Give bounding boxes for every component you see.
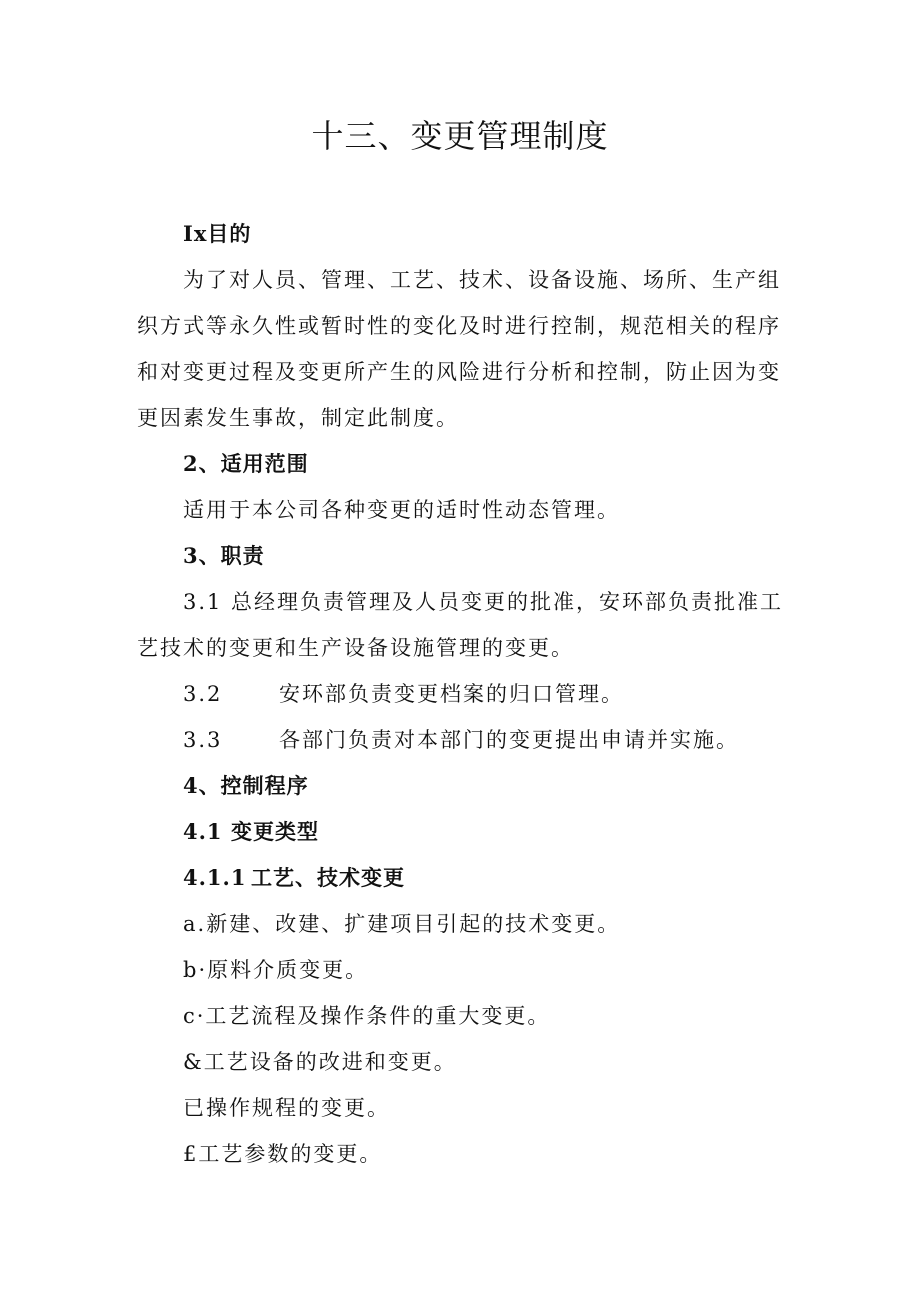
list-item: b·原料介质变更。 [183,958,369,982]
paragraph-line: 织方式等永久性或暂时性的变化及时进行控制，规范相关的程序 [137,314,781,338]
subsection-number: 4.1.1 [183,865,247,890]
section-1-heading: Ix目的 [183,221,252,246]
page-title: 十三、变更管理制度 [311,117,609,155]
clause-text: 各部门负责对本部门的变更提出申请并实施。 [279,728,739,752]
list-item: 已操作规程的变更。 [183,1096,390,1120]
clause-3-3 [183,717,739,763]
section-2-text: 适用于本公司各种变更的适时性动态管理。 [183,498,620,522]
subsection-4-1-1-heading [183,855,405,901]
clause-text: 总经理负责管理及人员变更的批准，安环部负责批准工 [231,590,783,614]
paragraph-line: 艺技术的变更和生产设备设施管理的变更。 [137,636,574,660]
clause-3-2 [183,671,624,717]
subsection-label: 工艺、技术变更 [251,865,405,890]
list-item: a.新建、改建、扩建项目引起的技术变更。 [183,912,621,936]
subsection-4-1-heading [183,809,319,855]
clause-number: 3.1 [183,590,223,614]
section-2-heading: 2、适用范围 [183,451,309,476]
clause-number: 3.2 [183,682,223,706]
clause-text: 安环部负责变更档案的归口管理。 [279,682,624,706]
paragraph-line: 为了对人员、管理、工艺、技术、设备设施、场所、生产组 [183,268,781,292]
section-4-heading: 4、控制程序 [183,773,309,798]
clause-3-1 [183,579,783,625]
paragraph-line: 和对变更过程及变更所产生的风险进行分析和控制，防止因为变 [137,360,781,384]
clause-number: 3.3 [183,728,223,752]
subsection-label: 变更类型 [231,819,319,844]
section-3-heading: 3、职责 [183,543,265,568]
list-item: £工艺参数的变更。 [183,1142,383,1166]
list-item: c·工艺流程及操作条件的重大变更。 [183,1004,551,1028]
subsection-number: 4.1 [183,819,223,844]
list-item: &工艺设备的改进和变更。 [183,1050,457,1074]
paragraph-line: 更因素发生事故，制定此制度。 [137,406,459,430]
